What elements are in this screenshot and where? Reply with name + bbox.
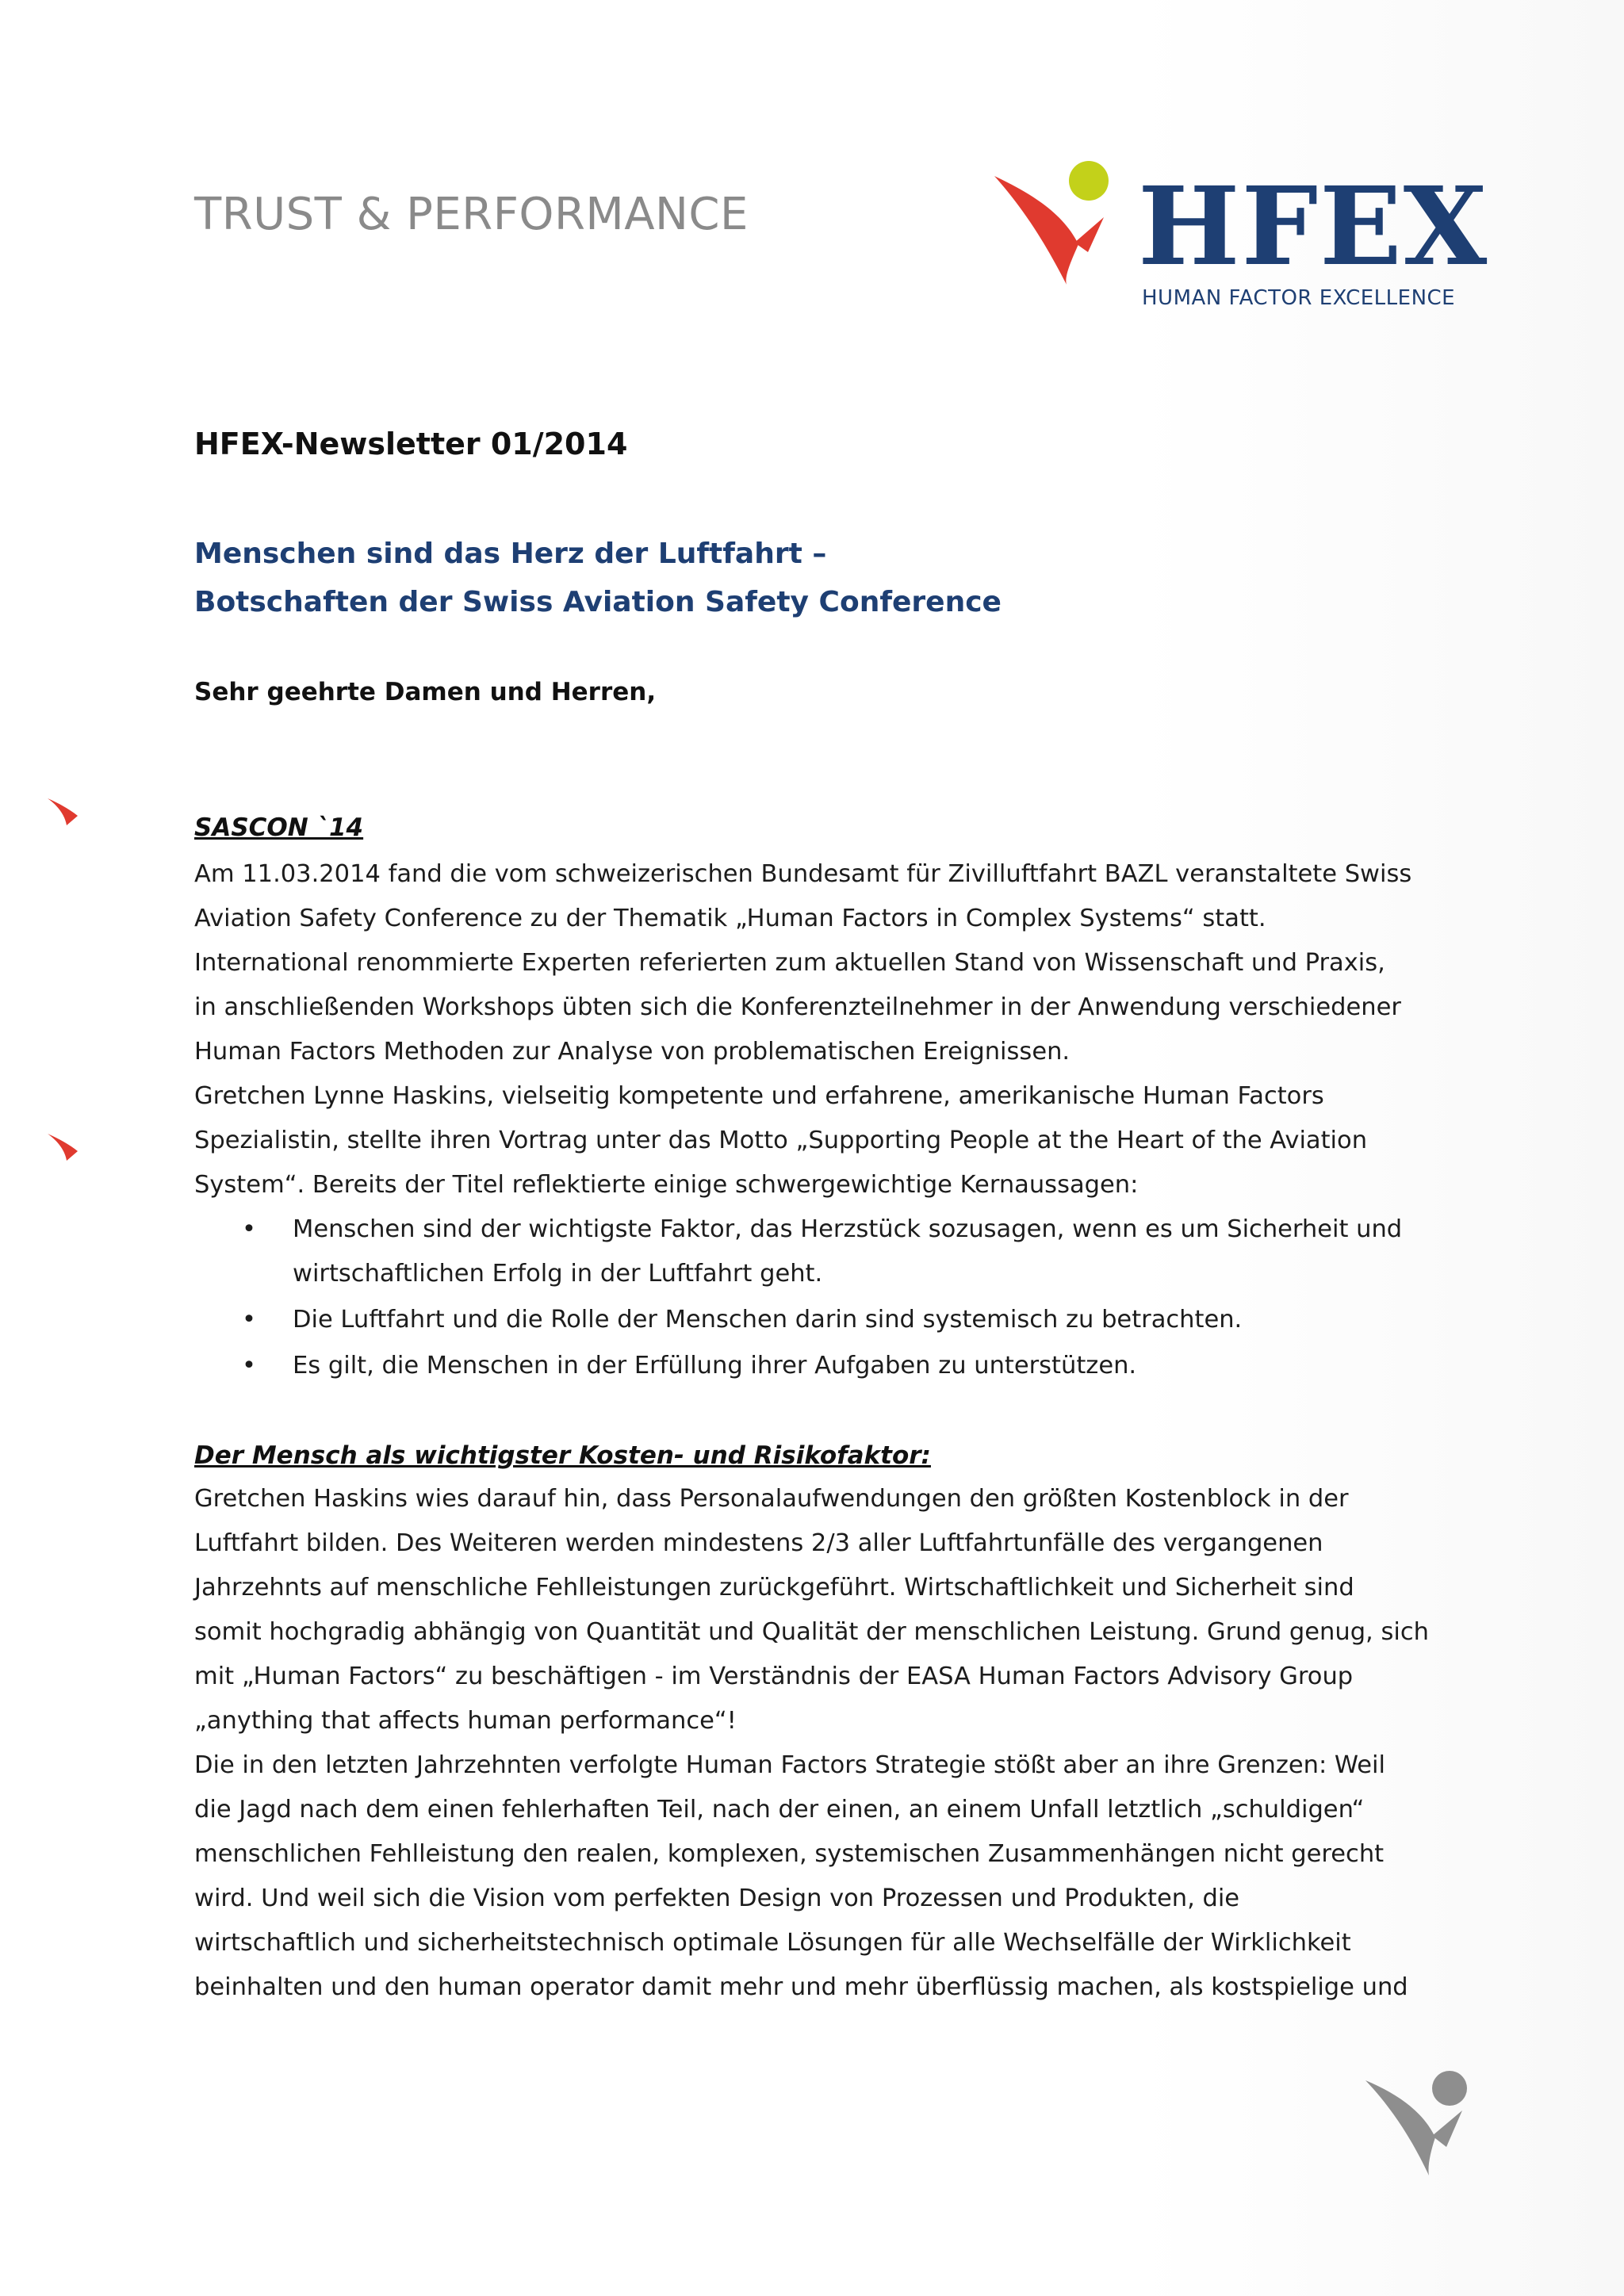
- list-item: [194, 1298, 1447, 1342]
- headline: [194, 530, 1002, 626]
- newsletter-title: HFEX-Newsletter 01/2014: [194, 427, 628, 461]
- paragraph-line: wird. Und weil sich die Vision vom perfekten Design von Prozessen und Produkten, die: [194, 1885, 1240, 1912]
- hfex-person-gray-icon: [1364, 2069, 1483, 2188]
- paragraph-line: somit hochgradig abhängig von Quantität und Qualität der menschlichen Leistung. Grund genug, sich: [194, 1618, 1429, 1646]
- red-arrow-icon: [46, 1132, 81, 1164]
- section-heading-sascon: SASCON `14: [194, 813, 364, 842]
- paragraph-line: Spezialistin, stellte ihren Vortrag unter das Motto „Supporting People at the Heart of the Aviation: [194, 1127, 1368, 1154]
- paragraph-line: die Jagd nach dem einen fehlerhaften Teil, nach der einen, an einem Unfall letztlich „schuldigen“: [194, 1796, 1365, 1823]
- paragraph-line: System“. Bereits der Titel reflektierte einige schwergewichtige Kernaussagen:: [194, 1171, 1139, 1199]
- list-item-line: • Die Luftfahrt und die Rolle der Menschen darin sind systemisch zu betrachten.: [293, 1306, 1243, 1334]
- paragraph-line: Gretchen Lynne Haskins, vielseitig kompetente und erfahrene, amerikanische Human Factors: [194, 1082, 1324, 1110]
- paragraph-line: in anschließenden Workshops übten sich die Konferenzteilnehmer in der Anwendung verschiedener: [194, 993, 1401, 1021]
- section-cost-risk-body: [194, 1477, 1447, 2010]
- key-messages-list: [194, 1207, 1447, 1388]
- list-item-line: • Es gilt, die Menschen in der Erfüllung ihrer Aufgaben zu unterstützen.: [293, 1352, 1137, 1380]
- paragraph-line: wirtschaftlich und sicherheitstechnisch optimale Lösungen für alle Wechselfälle der Wirklichkeit: [194, 1929, 1351, 1957]
- list-item-line: • Menschen sind der wichtigste Faktor, das Herzstück sozusagen, wenn es um Sicherheit und: [293, 1215, 1403, 1243]
- paragraph-line: Aviation Safety Conference zu der Thematik „Human Factors in Complex Systems“ statt.: [194, 905, 1266, 932]
- header-tagline: TRUST & PERFORMANCE: [194, 189, 749, 240]
- list-item-line: wirtschaftlichen Erfolg in der Luftfahrt geht.: [293, 1260, 823, 1288]
- logo-subtitle: HUMAN FACTOR EXCELLENCE: [1142, 286, 1456, 310]
- paragraph-line: menschlichen Fehlleistung den realen, komplexen, systemischen Zusammenhängen nicht gerecht: [194, 1840, 1385, 1868]
- paragraph-line: International renommierte Experten referierten zum aktuellen Stand von Wissenschaft und Praxis,: [194, 949, 1385, 977]
- section-sascon-body: [194, 852, 1447, 1390]
- hfex-logo: [991, 155, 1489, 314]
- salutation: Sehr geehrte Damen und Herren,: [194, 678, 657, 706]
- list-item: [194, 1207, 1447, 1296]
- paragraph-line: Luftfahrt bilden. Des Weiteren werden mindestens 2/3 aller Luftfahrtunfälle des vergangenen: [194, 1529, 1323, 1557]
- headline-line-2: Botschaften der Swiss Aviation Safety Conference: [194, 586, 1002, 618]
- paragraph-line: Am 11.03.2014 fand die vom schweizerischen Bundesamt für Zivilluftfahrt BAZL veranstaltete Swiss: [194, 860, 1412, 888]
- list-item: [194, 1344, 1447, 1388]
- paragraph-line: Die in den letzten Jahrzehnten verfolgte Human Factors Strategie stößt aber an ihre Grenzen: Weil: [194, 1751, 1386, 1779]
- paragraph-line: mit „Human Factors“ zu beschäftigen - im Verständnis der EASA Human Factors Advisory Group: [194, 1663, 1354, 1690]
- paragraph-line: Jahrzehnts auf menschliche Fehlleistungen zurückgeführt. Wirtschaftlichkeit und Sicherheit sind: [194, 1574, 1354, 1601]
- headline-line-1: Menschen sind das Herz der Luftfahrt –: [194, 538, 827, 570]
- paragraph-line: Human Factors Methoden zur Analyse von problematischen Ereignissen.: [194, 1038, 1071, 1066]
- paragraph-line: beinhalten und den human operator damit mehr und mehr überflüssig machen, als kostspielige und: [194, 1973, 1408, 2001]
- section-heading-cost-risk: Der Mensch als wichtigster Kosten- und Risikofaktor:: [194, 1441, 931, 1470]
- hfex-person-icon: [991, 155, 1142, 290]
- paragraph-line: Gretchen Haskins wies darauf hin, dass Personalaufwendungen den größten Kostenblock in der: [194, 1485, 1349, 1513]
- logo-wordmark: HFEX: [1138, 163, 1489, 290]
- red-arrow-icon: [46, 797, 81, 828]
- paragraph-line: „anything that affects human performance“!: [194, 1707, 737, 1735]
